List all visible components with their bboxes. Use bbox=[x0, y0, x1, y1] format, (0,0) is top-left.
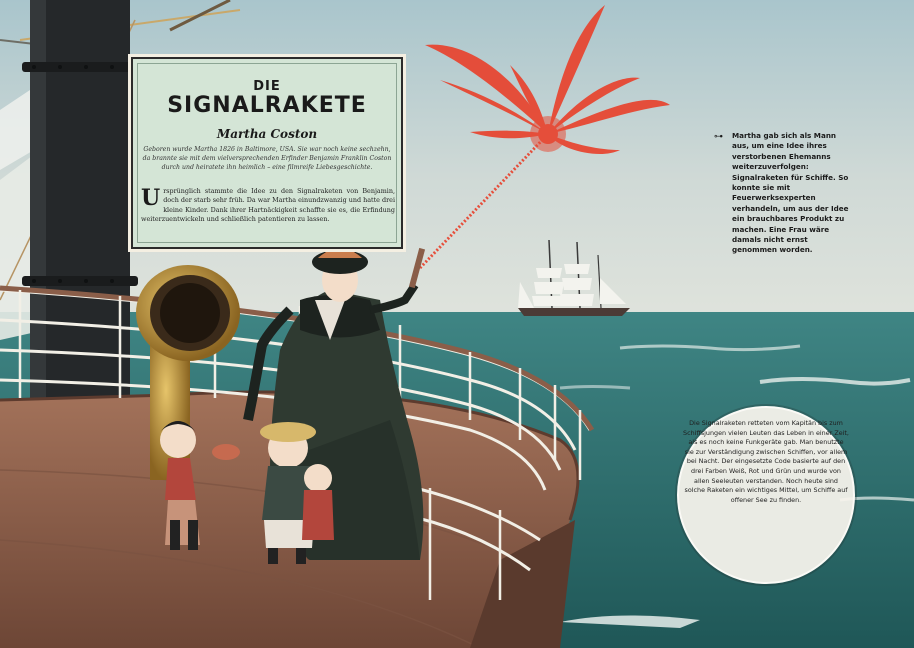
body-paragraph: rsprünglich stammte die Idee zu den Signalraketen von Benjamin, doch der starb sehr früh. Da war Martha einundzwanzig und hatte drei kleine Kinder. Dank ihrer Hartnäckigkeit schaffte sie es, die Erfindung weiterzuentwickeln und schließlich patentieren zu lassen. bbox=[141, 187, 395, 223]
circle-fact-box bbox=[677, 406, 855, 584]
title-prefix: DIE bbox=[253, 79, 281, 94]
page-title: SIGNALRAKETE bbox=[167, 93, 367, 118]
inventor-name: Martha Coston bbox=[216, 127, 318, 141]
key-icon: ⊶ bbox=[714, 131, 723, 141]
intro-text: Geboren wurde Martha 1826 in Baltimore, USA. Sie war noch keine sechzehn, da brannte sie mit dem vielversprechenden Erfinder Benjamin Franklin Coston durch und heiratete ihn heimlich – eine filmreife Liebesgeschichte. bbox=[142, 146, 392, 171]
title-info-box bbox=[131, 57, 403, 249]
body-text bbox=[141, 187, 395, 224]
wave bbox=[560, 387, 630, 389]
drop-cap: U bbox=[141, 185, 161, 211]
circle-fact-text: Die Signalraketen retteten vom Kapitän bis zum Schiffsjungen vielen Leuten das Leben in einer Zeit, als es noch keine Funkgeräte gab. Man benutzte sie zur Verständigung zwischen Schiffen, vor allem bei Nacht. Der eingesetzte Code basierte auf den drei Farben Weiß, Rot und Grün und wurde von allen Seeleuten verstanden. Noch heute sind solche Raketen ein wichtiges Mittel, um Schiffe auf offener See zu finden. bbox=[683, 419, 849, 504]
side-note: Martha gab sich als Mann aus, um eine Idee ihres verstorbenen Ehemanns weiterzuverfolgen: Signalraketen für Schiffe. So konnte sie mit Feuerwerksexperten verhandeln, um aus der Idee ein brauchbares Produkt zu machen. Eine Frau wäre damals nicht ernst genommen worden. bbox=[732, 131, 849, 255]
